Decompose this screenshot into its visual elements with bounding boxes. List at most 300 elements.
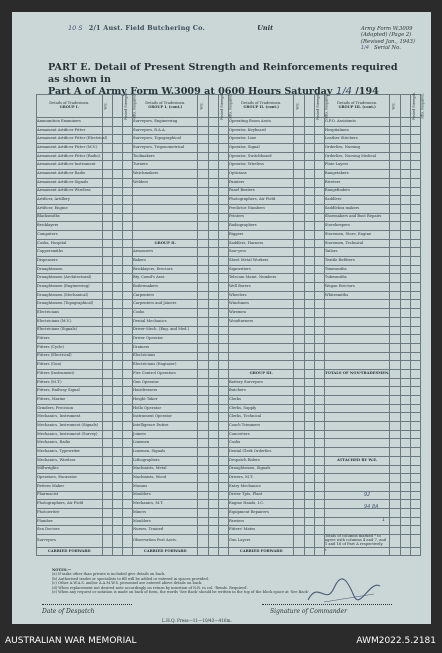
- entry-cell[interactable]: [218, 135, 228, 144]
- entry-cell[interactable]: [294, 361, 304, 370]
- entry-cell[interactable]: [102, 257, 112, 266]
- entry-cell[interactable]: [208, 317, 218, 326]
- entry-cell[interactable]: [294, 343, 304, 352]
- entry-cell[interactable]: [314, 248, 324, 257]
- entry-cell[interactable]: [400, 118, 410, 127]
- entry-cell[interactable]: [102, 474, 112, 483]
- entry-cell[interactable]: [390, 144, 400, 153]
- entry-cell[interactable]: [102, 265, 112, 274]
- entry-cell[interactable]: [390, 187, 400, 196]
- entry-cell[interactable]: [112, 257, 122, 266]
- entry-cell[interactable]: [400, 230, 410, 239]
- entry-cell[interactable]: [102, 326, 112, 335]
- entry-cell[interactable]: [122, 413, 132, 422]
- entry-cell[interactable]: [304, 547, 314, 556]
- entry-cell[interactable]: [112, 126, 122, 135]
- entry-cell[interactable]: [390, 152, 400, 161]
- entry-cell[interactable]: [102, 161, 112, 170]
- entry-cell[interactable]: [198, 170, 208, 179]
- entry-cell[interactable]: [304, 300, 314, 309]
- entry-cell[interactable]: [112, 118, 122, 127]
- entry-cell[interactable]: [390, 456, 400, 465]
- entry-cell[interactable]: [304, 257, 314, 266]
- entry-cell[interactable]: [218, 430, 228, 439]
- entry-cell[interactable]: [390, 274, 400, 283]
- entry-cell[interactable]: [400, 317, 410, 326]
- entry-cell[interactable]: [218, 535, 228, 548]
- entry-cell[interactable]: [198, 135, 208, 144]
- entry-cell[interactable]: [112, 396, 122, 405]
- entry-cell[interactable]: [102, 361, 112, 370]
- entry-cell[interactable]: [208, 239, 218, 248]
- entry-cell[interactable]: [410, 230, 420, 239]
- entry-cell[interactable]: [112, 265, 122, 274]
- entry-cell[interactable]: [208, 144, 218, 153]
- entry-cell[interactable]: [400, 239, 410, 248]
- entry-cell[interactable]: [294, 369, 304, 378]
- entry-cell[interactable]: [400, 517, 410, 526]
- entry-cell[interactable]: [304, 508, 314, 517]
- entry-cell[interactable]: [410, 300, 420, 309]
- entry-cell[interactable]: [294, 230, 304, 239]
- entry-cell[interactable]: [122, 535, 132, 548]
- entry-cell[interactable]: [102, 369, 112, 378]
- entry-cell[interactable]: [102, 274, 112, 283]
- entry-cell[interactable]: [122, 361, 132, 370]
- entry-cell[interactable]: [218, 317, 228, 326]
- entry-cell[interactable]: [294, 257, 304, 266]
- entry-cell[interactable]: [218, 248, 228, 257]
- entry-cell[interactable]: [314, 508, 324, 517]
- entry-cell[interactable]: [304, 239, 314, 248]
- entry-cell[interactable]: [314, 135, 324, 144]
- entry-cell[interactable]: [218, 187, 228, 196]
- entry-cell[interactable]: [314, 230, 324, 239]
- entry-cell[interactable]: [410, 439, 420, 448]
- entry-cell[interactable]: [102, 196, 112, 205]
- entry-cell[interactable]: [198, 239, 208, 248]
- entry-cell[interactable]: [304, 352, 314, 361]
- entry-cell[interactable]: [198, 517, 208, 526]
- entry-cell[interactable]: [198, 213, 208, 222]
- entry-cell[interactable]: [112, 439, 122, 448]
- entry-cell[interactable]: [400, 396, 410, 405]
- entry-cell[interactable]: [410, 378, 420, 387]
- entry-cell[interactable]: [294, 178, 304, 187]
- entry-cell[interactable]: [400, 178, 410, 187]
- entry-cell[interactable]: [208, 422, 218, 431]
- entry-cell[interactable]: [198, 439, 208, 448]
- entry-cell[interactable]: [208, 439, 218, 448]
- entry-cell[interactable]: [294, 326, 304, 335]
- entry-cell[interactable]: [294, 422, 304, 431]
- entry-cell[interactable]: [112, 343, 122, 352]
- entry-cell[interactable]: [198, 265, 208, 274]
- entry-cell[interactable]: [122, 152, 132, 161]
- entry-cell[interactable]: [102, 547, 112, 556]
- entry-cell[interactable]: [122, 430, 132, 439]
- entry-cell[interactable]: [294, 152, 304, 161]
- entry-cell[interactable]: [218, 482, 228, 491]
- entry-cell[interactable]: [410, 126, 420, 135]
- entry-cell[interactable]: [390, 161, 400, 170]
- entry-cell[interactable]: [314, 343, 324, 352]
- entry-cell[interactable]: [112, 517, 122, 526]
- entry-cell[interactable]: [314, 404, 324, 413]
- entry-cell[interactable]: [112, 535, 122, 548]
- entry-cell[interactable]: [314, 448, 324, 457]
- entry-cell[interactable]: [112, 144, 122, 153]
- entry-cell[interactable]: [102, 187, 112, 196]
- entry-cell[interactable]: [390, 239, 400, 248]
- entry-cell[interactable]: [122, 439, 132, 448]
- entry-cell[interactable]: [218, 265, 228, 274]
- entry-cell[interactable]: [208, 474, 218, 483]
- entry-cell[interactable]: [390, 448, 400, 457]
- entry-cell[interactable]: [102, 309, 112, 318]
- entry-cell[interactable]: [294, 213, 304, 222]
- entry-cell[interactable]: [410, 456, 420, 465]
- entry-cell[interactable]: [112, 422, 122, 431]
- entry-cell[interactable]: [102, 430, 112, 439]
- entry-cell[interactable]: [208, 161, 218, 170]
- entry-cell[interactable]: [294, 387, 304, 396]
- entry-cell[interactable]: [314, 491, 324, 500]
- entry-cell[interactable]: [122, 326, 132, 335]
- entry-cell[interactable]: [198, 430, 208, 439]
- entry-cell[interactable]: [400, 508, 410, 517]
- entry-cell[interactable]: [112, 474, 122, 483]
- entry-cell[interactable]: [314, 517, 324, 526]
- entry-cell[interactable]: [122, 482, 132, 491]
- entry-cell[interactable]: [390, 422, 400, 431]
- entry-cell[interactable]: [410, 396, 420, 405]
- entry-cell[interactable]: [102, 335, 112, 344]
- entry-cell[interactable]: [208, 170, 218, 179]
- entry-cell[interactable]: [390, 526, 400, 535]
- entry-cell[interactable]: [122, 257, 132, 266]
- entry-cell[interactable]: [218, 378, 228, 387]
- entry-cell[interactable]: [294, 187, 304, 196]
- entry-cell[interactable]: [208, 413, 218, 422]
- entry-cell[interactable]: [410, 448, 420, 457]
- entry-cell[interactable]: [218, 230, 228, 239]
- entry-cell[interactable]: [400, 257, 410, 266]
- entry-cell[interactable]: [314, 378, 324, 387]
- entry-cell[interactable]: [314, 126, 324, 135]
- entry-cell[interactable]: [294, 317, 304, 326]
- entry-cell[interactable]: [410, 465, 420, 474]
- entry-cell[interactable]: [314, 547, 324, 556]
- entry-cell[interactable]: [410, 309, 420, 318]
- entry-cell[interactable]: [314, 187, 324, 196]
- entry-cell[interactable]: [400, 222, 410, 231]
- entry-cell[interactable]: [218, 300, 228, 309]
- entry-cell[interactable]: [208, 274, 218, 283]
- entry-cell[interactable]: [400, 448, 410, 457]
- entry-cell[interactable]: [410, 535, 420, 548]
- entry-cell[interactable]: [400, 152, 410, 161]
- entry-cell[interactable]: [102, 239, 112, 248]
- entry-cell[interactable]: [218, 309, 228, 318]
- entry-cell[interactable]: [410, 239, 420, 248]
- entry-cell[interactable]: [198, 369, 208, 378]
- entry-cell[interactable]: [314, 361, 324, 370]
- entry-cell[interactable]: [294, 283, 304, 292]
- entry-cell[interactable]: [122, 456, 132, 465]
- entry-cell[interactable]: [218, 152, 228, 161]
- entry-cell[interactable]: [390, 343, 400, 352]
- entry-cell[interactable]: [294, 196, 304, 205]
- entry-cell[interactable]: [304, 378, 314, 387]
- entry-cell[interactable]: [122, 291, 132, 300]
- entry-cell[interactable]: [198, 230, 208, 239]
- entry-cell[interactable]: [410, 135, 420, 144]
- entry-cell[interactable]: [390, 396, 400, 405]
- entry-cell[interactable]: [122, 474, 132, 483]
- entry-cell[interactable]: [218, 170, 228, 179]
- entry-cell[interactable]: [400, 500, 410, 509]
- entry-cell[interactable]: [400, 430, 410, 439]
- entry-cell[interactable]: [218, 517, 228, 526]
- entry-cell[interactable]: [122, 526, 132, 535]
- entry-cell[interactable]: [294, 265, 304, 274]
- entry-cell[interactable]: [112, 317, 122, 326]
- entry-cell[interactable]: [198, 283, 208, 292]
- entry-cell[interactable]: [122, 317, 132, 326]
- entry-cell[interactable]: [198, 317, 208, 326]
- entry-cell[interactable]: [410, 491, 420, 500]
- entry-cell[interactable]: [304, 448, 314, 457]
- entry-cell[interactable]: [294, 378, 304, 387]
- entry-cell[interactable]: [400, 187, 410, 196]
- entry-cell[interactable]: [294, 430, 304, 439]
- entry-cell[interactable]: [294, 547, 304, 556]
- entry-cell[interactable]: [390, 170, 400, 179]
- entry-cell[interactable]: [218, 239, 228, 248]
- entry-cell[interactable]: [314, 456, 324, 465]
- entry-cell[interactable]: [112, 547, 122, 556]
- entry-cell[interactable]: [304, 248, 314, 257]
- entry-cell[interactable]: [400, 352, 410, 361]
- entry-cell[interactable]: [208, 369, 218, 378]
- entry-cell[interactable]: [410, 526, 420, 535]
- entry-cell[interactable]: [208, 404, 218, 413]
- entry-cell[interactable]: [304, 439, 314, 448]
- entry-cell[interactable]: [314, 265, 324, 274]
- entry-cell[interactable]: [198, 474, 208, 483]
- entry-cell[interactable]: [102, 178, 112, 187]
- entry-cell[interactable]: [400, 309, 410, 318]
- entry-cell[interactable]: [112, 248, 122, 257]
- entry-cell[interactable]: [400, 526, 410, 535]
- entry-cell[interactable]: [304, 291, 314, 300]
- entry-cell[interactable]: [122, 300, 132, 309]
- entry-cell[interactable]: [122, 387, 132, 396]
- entry-cell[interactable]: [304, 230, 314, 239]
- entry-cell[interactable]: [122, 352, 132, 361]
- entry-cell[interactable]: [314, 317, 324, 326]
- entry-cell[interactable]: [112, 404, 122, 413]
- entry-cell[interactable]: [208, 378, 218, 387]
- entry-cell[interactable]: [102, 456, 112, 465]
- entry-cell[interactable]: [400, 335, 410, 344]
- entry-cell[interactable]: [390, 265, 400, 274]
- entry-cell[interactable]: [198, 404, 208, 413]
- entry-cell[interactable]: [304, 396, 314, 405]
- entry-cell[interactable]: [304, 491, 314, 500]
- entry-cell[interactable]: [304, 170, 314, 179]
- entry-cell[interactable]: [198, 144, 208, 153]
- entry-cell[interactable]: [112, 135, 122, 144]
- entry-cell[interactable]: [390, 387, 400, 396]
- entry-cell[interactable]: [294, 456, 304, 465]
- entry-cell[interactable]: [198, 274, 208, 283]
- entry-cell[interactable]: [294, 239, 304, 248]
- entry-cell[interactable]: [112, 352, 122, 361]
- entry-cell[interactable]: [208, 283, 218, 292]
- entry-cell[interactable]: [314, 274, 324, 283]
- entry-cell[interactable]: [198, 413, 208, 422]
- entry-cell[interactable]: [218, 196, 228, 205]
- entry-cell[interactable]: [304, 465, 314, 474]
- entry-cell[interactable]: [390, 326, 400, 335]
- entry-cell[interactable]: [198, 291, 208, 300]
- entry-cell[interactable]: [112, 465, 122, 474]
- entry-cell[interactable]: [410, 369, 420, 378]
- entry-cell[interactable]: [410, 474, 420, 483]
- entry-cell[interactable]: [294, 291, 304, 300]
- entry-cell[interactable]: [314, 482, 324, 491]
- entry-cell[interactable]: [410, 430, 420, 439]
- entry-cell[interactable]: [304, 361, 314, 370]
- entry-cell[interactable]: [102, 387, 112, 396]
- entry-cell[interactable]: [304, 482, 314, 491]
- entry-cell[interactable]: [410, 291, 420, 300]
- entry-cell[interactable]: [208, 300, 218, 309]
- entry-cell[interactable]: [314, 283, 324, 292]
- entry-cell[interactable]: [304, 222, 314, 231]
- entry-cell[interactable]: [314, 152, 324, 161]
- entry-cell[interactable]: [390, 430, 400, 439]
- entry-cell[interactable]: [410, 413, 420, 422]
- entry-cell[interactable]: [294, 491, 304, 500]
- entry-cell[interactable]: [314, 196, 324, 205]
- entry-cell[interactable]: [294, 500, 304, 509]
- entry-cell[interactable]: [208, 326, 218, 335]
- entry-cell[interactable]: [410, 144, 420, 153]
- entry-cell[interactable]: [400, 535, 410, 548]
- entry-cell[interactable]: [410, 317, 420, 326]
- entry-cell[interactable]: [410, 547, 420, 556]
- entry-cell[interactable]: [304, 474, 314, 483]
- entry-cell[interactable]: [102, 404, 112, 413]
- entry-cell[interactable]: [314, 178, 324, 187]
- entry-cell[interactable]: [400, 474, 410, 483]
- entry-cell[interactable]: [390, 361, 400, 370]
- entry-cell[interactable]: [314, 352, 324, 361]
- entry-cell[interactable]: [304, 526, 314, 535]
- entry-cell[interactable]: [122, 465, 132, 474]
- entry-cell[interactable]: [304, 152, 314, 161]
- entry-cell[interactable]: [218, 422, 228, 431]
- entry-cell[interactable]: [410, 248, 420, 257]
- entry-cell[interactable]: [294, 161, 304, 170]
- entry-cell[interactable]: [102, 343, 112, 352]
- entry-cell[interactable]: [208, 343, 218, 352]
- entry-cell[interactable]: [122, 187, 132, 196]
- entry-cell[interactable]: [294, 517, 304, 526]
- entry-cell[interactable]: [314, 204, 324, 213]
- entry-cell[interactable]: [390, 178, 400, 187]
- entry-cell[interactable]: [304, 326, 314, 335]
- entry-cell[interactable]: [112, 274, 122, 283]
- entry-cell[interactable]: [112, 178, 122, 187]
- entry-cell[interactable]: [198, 547, 208, 556]
- entry-cell[interactable]: [390, 369, 400, 378]
- entry-cell[interactable]: [102, 422, 112, 431]
- entry-cell[interactable]: [122, 369, 132, 378]
- entry-cell[interactable]: [410, 326, 420, 335]
- entry-cell[interactable]: [102, 317, 112, 326]
- entry-cell[interactable]: [400, 170, 410, 179]
- entry-cell[interactable]: [112, 413, 122, 422]
- entry-cell[interactable]: [304, 422, 314, 431]
- entry-cell[interactable]: [294, 465, 304, 474]
- entry-cell[interactable]: [390, 352, 400, 361]
- entry-cell[interactable]: [198, 187, 208, 196]
- entry-cell[interactable]: [294, 396, 304, 405]
- entry-cell[interactable]: [314, 300, 324, 309]
- entry-cell[interactable]: [122, 283, 132, 292]
- entry-cell[interactable]: [112, 430, 122, 439]
- entry-cell[interactable]: [102, 517, 112, 526]
- entry-cell[interactable]: [314, 526, 324, 535]
- entry-cell[interactable]: [218, 508, 228, 517]
- entry-cell[interactable]: [102, 170, 112, 179]
- entry-cell[interactable]: [218, 291, 228, 300]
- entry-cell[interactable]: [304, 309, 314, 318]
- entry-cell[interactable]: [218, 439, 228, 448]
- entry-cell[interactable]: [390, 465, 400, 474]
- entry-cell[interactable]: [102, 439, 112, 448]
- entry-cell[interactable]: [122, 547, 132, 556]
- entry-cell[interactable]: [410, 257, 420, 266]
- entry-cell[interactable]: [400, 135, 410, 144]
- entry-cell[interactable]: [294, 204, 304, 213]
- entry-cell[interactable]: [218, 448, 228, 457]
- entry-cell[interactable]: [208, 213, 218, 222]
- entry-cell[interactable]: [112, 230, 122, 239]
- entry-cell[interactable]: [390, 248, 400, 257]
- entry-cell[interactable]: [208, 361, 218, 370]
- entry-cell[interactable]: [294, 118, 304, 127]
- entry-cell[interactable]: [102, 491, 112, 500]
- entry-cell[interactable]: [218, 491, 228, 500]
- entry-cell[interactable]: [400, 343, 410, 352]
- entry-cell[interactable]: [102, 222, 112, 231]
- entry-cell[interactable]: [400, 387, 410, 396]
- entry-cell[interactable]: [304, 335, 314, 344]
- entry-cell[interactable]: [208, 126, 218, 135]
- entry-cell[interactable]: [122, 239, 132, 248]
- entry-cell[interactable]: [208, 265, 218, 274]
- entry-cell[interactable]: [122, 213, 132, 222]
- entry-cell[interactable]: [400, 413, 410, 422]
- entry-cell[interactable]: [122, 500, 132, 509]
- entry-cell[interactable]: [122, 170, 132, 179]
- entry-cell[interactable]: [314, 213, 324, 222]
